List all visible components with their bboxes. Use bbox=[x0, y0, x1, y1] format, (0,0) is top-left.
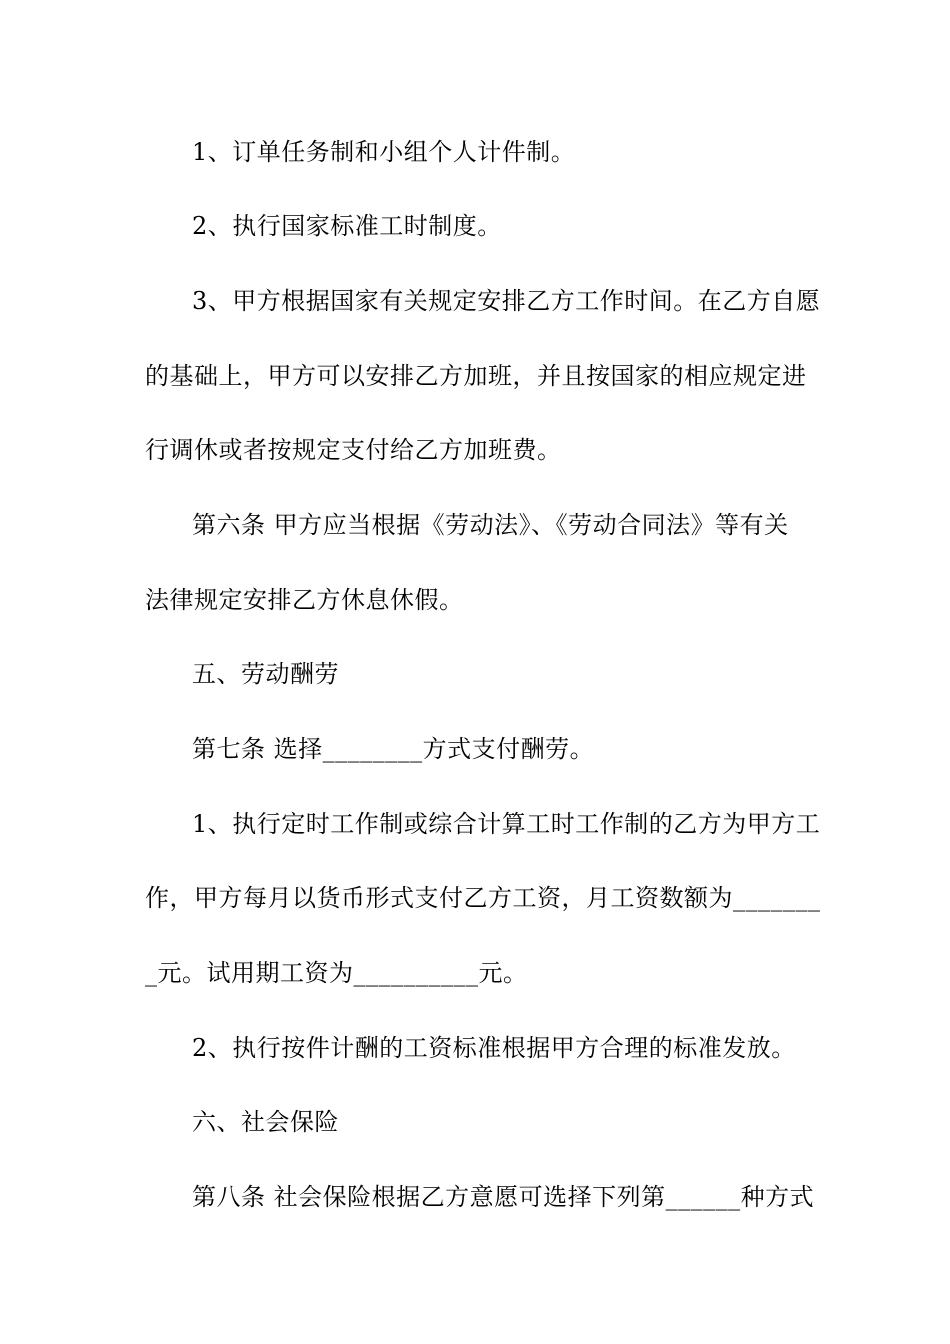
paragraph-line: 1、订单任务制和小组个人计件制。 bbox=[192, 138, 576, 166]
paragraph-line: 2、执行按件计酬的工资标准根据甲方合理的标准发放。 bbox=[192, 1034, 796, 1062]
section-heading: 五、劳动酬劳 bbox=[192, 660, 339, 688]
paragraph-line: 3、甲方根据国家有关规定安排乙方工作时间。在乙方自愿 bbox=[192, 287, 821, 315]
paragraph-line: 1、执行定时工作制或综合计算工时工作制的乙方为甲方工 bbox=[192, 810, 821, 838]
article-7-line: 第七条 选择________方式支付酬劳。 bbox=[192, 735, 595, 763]
paragraph-line: 的基础上，甲方可以安排乙方加班，并且按国家的相应规定进 bbox=[145, 362, 807, 390]
paragraph-line: 2、执行国家标准工时制度。 bbox=[192, 212, 502, 240]
section-heading: 六、社会保险 bbox=[192, 1108, 339, 1136]
article-6-line: 第六条 甲方应当根据《劳动法》、《劳动合同法》等有关 bbox=[192, 511, 789, 539]
article-8-line: 第八条 社会保险根据乙方意愿可选择下列第______种方式 bbox=[192, 1183, 815, 1211]
paragraph-line: _元。试用期工资为__________元。 bbox=[145, 959, 528, 987]
paragraph-line: 法律规定安排乙方休息休假。 bbox=[145, 586, 464, 614]
paragraph-line: 作，甲方每月以货币形式支付乙方工资，月工资数额为_______ bbox=[145, 884, 821, 912]
paragraph-line: 行调休或者按规定支付给乙方加班费。 bbox=[145, 436, 562, 464]
